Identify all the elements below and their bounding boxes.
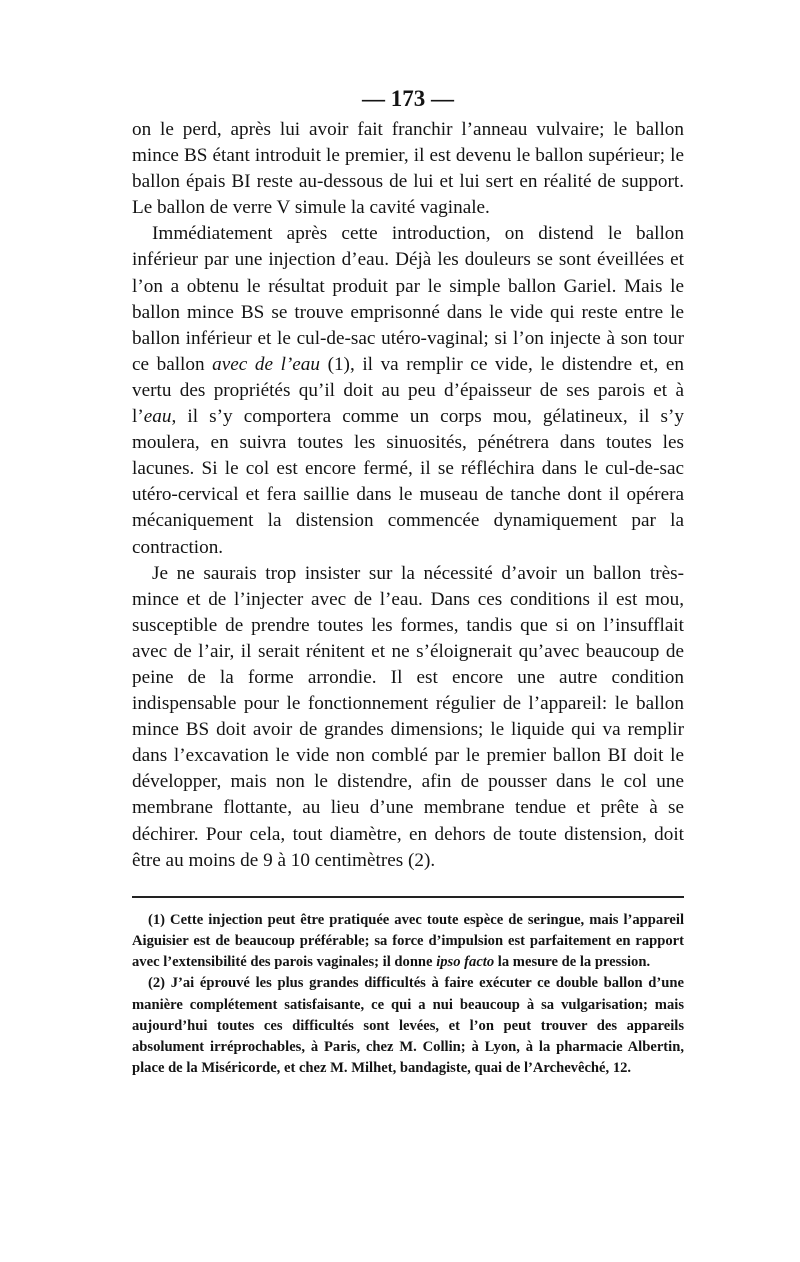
- book-page: [132, 86, 684, 1079]
- body-text: [132, 117, 684, 874]
- footnote-divider: [132, 896, 684, 898]
- footnote-1: [132, 910, 684, 974]
- footnote-1-text-a: (1) Cette injection peut être pratiquée avec toute espèce de seringue, mais l’appareil Aiguisier est de beaucoup préférable; sa force d’impulsion est parfaitement en rapport avec l’extensibilité des parois vaginales; il donne: [132, 911, 684, 971]
- paragraph-2-emphasis-b: eau: [143, 406, 172, 428]
- paragraph-2-text-a: Immédiatement après cette introduction, on distend le ballon inférieur par une injection d’eau. Déjà les douleurs se sont éveillées et l’on a obtenu le résultat produit par le simple ballon Gariel. Mais le ballon mince BS se trouve emprisonné dans le vide qui reste entre le ballon inférieur et le cul-de-sac utéro-vaginal; si l’on injecte à son tour ce ballon: [132, 223, 684, 375]
- page-number: — 173 —: [362, 86, 454, 111]
- paragraph-1: on le perd, après lui avoir fait franchir l’anneau vulvaire; le ballon mince BS étant introduit le premier, il est devenu le ballon supérieur; le ballon épais BI reste au-dessous de lui et lui sert en réalité de support. Le ballon de verre V simule la cavité vaginale.: [132, 119, 684, 219]
- paragraph-3: Je ne saurais trop insister sur la nécessité d’avoir un ballon très-mince et de l’injecter avec de l’eau. Dans ces conditions il est mou, susceptible de prendre toutes les formes, tandis que si on l’insufflait avec de l’air, il serait rénitent et ne s’éloignerait qu’avec beaucoup de peine de la forme arrondie. Il est encore une autre condition indispensable pour le fonctionnement régulier de l’appareil: le ballon mince BS doit avoir de grandes dimensions; le liquide qui va remplir dans l’excavation le vide non comblé par le premier ballon BI doit le développer, mais non le distendre, afin de pousser dans le col une membrane flottante, au lieu d’une membrane tendue et prête à se déchirer. Pour cela, tout diamètre, en dehors de toute distension, doit être au moins de 9 à 10 centimètres (2).: [132, 562, 684, 871]
- paragraph-2-text-b: (1), il va remplir ce vide, le distendre et, en vertu des propriétés qu’il doit au peu d’épaisseur de ses parois et à l’: [132, 353, 684, 428]
- footnote-1-text-b: la mesure de la pression.: [494, 954, 651, 971]
- paragraph-2: [132, 221, 684, 560]
- footnotes: [132, 910, 684, 1080]
- footnote-2: (2) J’ai éprouvé les plus grandes difficultés à faire exécuter ce double ballon d’une manière complétement satisfaisante, ce qui a nui beaucoup à sa vulgarisation; mais aujourd’hui toutes ces difficultés sont levées, et l’on peut trouver des appareils absolument irréprochables, à Paris, chez M. Collin; à Lyon, à la pharmacie Albertin, place de la Miséricorde, et chez M. Milhet, bandagiste, quai de l’Archevêché, 12.: [132, 975, 684, 1077]
- paragraph-2-text-c: , il s’y comportera comme un corps mou, gélatineux, il s’y moulera, en suivra toutes les sinuosités, pénétrera dans toutes les lacunes. Si le col est encore fermé, il se réfléchira dans le cul-de-sac utéro-cervical et fera saillie dans le museau de tanche dont il opérera mécaniquement la distension commencée dynamiquement par la contraction.: [132, 406, 684, 558]
- footnote-1-emphasis: ipso facto: [436, 954, 495, 971]
- paragraph-2-emphasis-a: avec de l’eau: [212, 353, 320, 375]
